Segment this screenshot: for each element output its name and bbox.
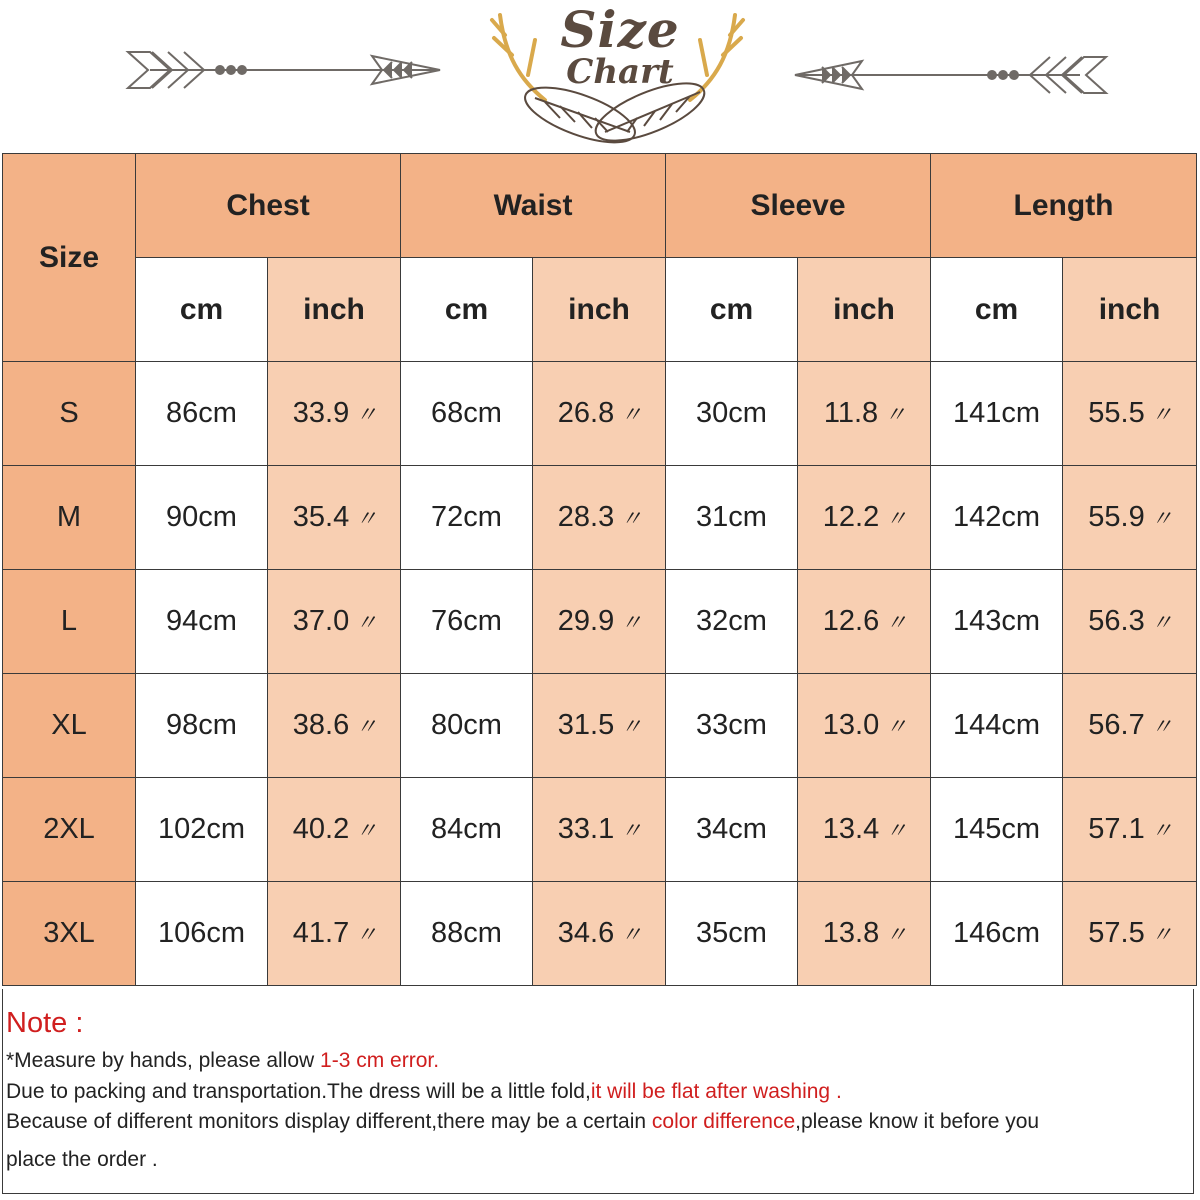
sleeve-inch-cell xyxy=(798,570,931,674)
length-inch-cell xyxy=(1063,570,1197,674)
length-cm-header: cm xyxy=(931,258,1063,362)
length-inch-cell xyxy=(1063,882,1197,986)
waist-inch-header: inch xyxy=(533,258,666,362)
length-inch-cell xyxy=(1063,778,1197,882)
inch-value: 33.9 xyxy=(292,397,350,429)
note-highlight: color difference xyxy=(651,1110,796,1133)
chest-cm-cell: 106cm xyxy=(136,882,268,986)
length-inch-cell xyxy=(1063,674,1197,778)
inch-unit: 〃 xyxy=(884,402,905,427)
chest-inch-cell xyxy=(268,882,401,986)
note-title: Note : xyxy=(6,1007,84,1039)
inch-unit: 〃 xyxy=(620,922,641,947)
inch-unit: 〃 xyxy=(885,922,906,947)
chest-cm-cell: 98cm xyxy=(136,674,268,778)
length-cm-cell: 142cm xyxy=(931,466,1063,570)
inch-unit: 〃 xyxy=(1150,506,1171,531)
size-header: Size xyxy=(3,154,136,362)
note-text: *Measure by hands, please allow xyxy=(6,1049,321,1072)
sleeve-cm-cell: 35cm xyxy=(666,882,798,986)
inch-value: 13.8 xyxy=(822,917,880,949)
length-inch-cell xyxy=(1063,362,1197,466)
chest-cm-cell: 86cm xyxy=(136,362,268,466)
length-header: Length xyxy=(931,154,1197,258)
inch-value: 56.3 xyxy=(1088,605,1145,637)
waist-header: Waist xyxy=(401,154,666,258)
waist-cm-cell: 84cm xyxy=(401,778,533,882)
waist-inch-cell xyxy=(533,466,666,570)
note-line-4: place the order . xyxy=(6,1148,158,1171)
inch-value: 35.4 xyxy=(292,501,350,533)
sleeve-cm-cell: 31cm xyxy=(666,466,798,570)
sleeve-inch-cell xyxy=(798,778,931,882)
group-header-row xyxy=(3,154,1197,258)
length-cm-cell: 145cm xyxy=(931,778,1063,882)
length-cm-cell: 146cm xyxy=(931,882,1063,986)
inch-unit: 〃 xyxy=(1150,818,1171,843)
inch-unit: 〃 xyxy=(885,610,906,635)
inch-value: 29.9 xyxy=(557,605,615,637)
chest-header: Chest xyxy=(136,154,401,258)
size-chart-header xyxy=(0,0,1200,150)
chest-cm-cell: 90cm xyxy=(136,466,268,570)
inch-unit: 〃 xyxy=(355,714,376,739)
chest-cm-cell: 102cm xyxy=(136,778,268,882)
waist-cm-cell: 88cm xyxy=(401,882,533,986)
chest-inch-header: inch xyxy=(268,258,401,362)
inch-value: 12.6 xyxy=(822,605,880,637)
inch-value: 56.7 xyxy=(1088,709,1145,741)
size-cell: M xyxy=(3,466,136,570)
table-row xyxy=(3,778,1197,882)
inch-value: 26.8 xyxy=(557,397,615,429)
inch-value: 11.8 xyxy=(823,397,879,429)
length-cm-cell: 141cm xyxy=(931,362,1063,466)
inch-unit: 〃 xyxy=(355,818,376,843)
inch-unit: 〃 xyxy=(1150,714,1171,739)
sleeve-inch-cell xyxy=(798,362,931,466)
waist-inch-cell xyxy=(533,674,666,778)
length-inch-cell xyxy=(1063,466,1197,570)
note-text: ,please know it before you xyxy=(795,1110,1040,1133)
size-cell: L xyxy=(3,570,136,674)
inch-value: 12.2 xyxy=(822,501,880,533)
inch-unit: 〃 xyxy=(885,714,906,739)
size-cell: XL xyxy=(3,674,136,778)
note-highlight: 1-3 cm error. xyxy=(320,1049,440,1072)
waist-cm-cell: 80cm xyxy=(401,674,533,778)
note-box xyxy=(2,989,1194,1194)
length-cm-cell: 144cm xyxy=(931,674,1063,778)
waist-inch-cell xyxy=(533,882,666,986)
inch-unit: 〃 xyxy=(355,922,376,947)
sleeve-header: Sleeve xyxy=(666,154,931,258)
chest-inch-cell xyxy=(268,466,401,570)
table-row xyxy=(3,570,1197,674)
inch-unit: 〃 xyxy=(355,506,376,531)
size-cell: S xyxy=(3,362,136,466)
chest-inch-cell xyxy=(268,674,401,778)
inch-unit: 〃 xyxy=(620,818,641,843)
sleeve-inch-cell xyxy=(798,466,931,570)
logo-chart-text: Chart xyxy=(566,52,674,92)
inch-value: 33.1 xyxy=(557,813,615,845)
length-cm-cell: 143cm xyxy=(931,570,1063,674)
note-line-1 xyxy=(6,1049,439,1073)
sleeve-inch-cell xyxy=(798,674,931,778)
inch-value: 55.5 xyxy=(1088,397,1145,429)
waist-inch-cell xyxy=(533,570,666,674)
sleeve-cm-cell: 30cm xyxy=(666,362,798,466)
size-table xyxy=(2,153,1197,986)
chest-cm-header: cm xyxy=(136,258,268,362)
inch-unit: 〃 xyxy=(1150,922,1171,947)
inch-value: 40.2 xyxy=(292,813,350,845)
inch-unit: 〃 xyxy=(885,506,906,531)
table-row xyxy=(3,882,1197,986)
inch-value: 41.7 xyxy=(292,917,350,949)
arrow-left-icon xyxy=(128,52,440,88)
inch-unit: 〃 xyxy=(1150,402,1171,427)
table-row xyxy=(3,674,1197,778)
table-row xyxy=(3,466,1197,570)
inch-unit: 〃 xyxy=(1150,610,1171,635)
inch-value: 57.1 xyxy=(1088,813,1145,845)
note-text: Due to packing and transportation.The dress will be a little fold, xyxy=(6,1080,591,1103)
inch-unit: 〃 xyxy=(620,610,641,635)
arrow-right-icon xyxy=(795,57,1106,93)
sleeve-cm-cell: 33cm xyxy=(666,674,798,778)
length-inch-header: inch xyxy=(1063,258,1197,362)
inch-unit: 〃 xyxy=(885,818,906,843)
note-line-2 xyxy=(6,1080,842,1104)
inch-value: 38.6 xyxy=(292,709,350,741)
sleeve-cm-cell: 32cm xyxy=(666,570,798,674)
logo-size-text: Size xyxy=(560,0,680,59)
note-highlight: it will be flat after washing . xyxy=(590,1080,842,1103)
inch-value: 13.4 xyxy=(822,813,880,845)
inch-unit: 〃 xyxy=(355,610,376,635)
size-cell: 2XL xyxy=(3,778,136,882)
sleeve-inch-header: inch xyxy=(798,258,931,362)
inch-value: 55.9 xyxy=(1088,501,1145,533)
inch-value: 37.0 xyxy=(292,605,350,637)
waist-cm-cell: 68cm xyxy=(401,362,533,466)
inch-unit: 〃 xyxy=(355,402,376,427)
note-text: Because of different monitors display different,there may be a certain xyxy=(6,1110,652,1133)
waist-cm-cell: 72cm xyxy=(401,466,533,570)
chest-inch-cell xyxy=(268,570,401,674)
waist-inch-cell xyxy=(533,778,666,882)
chest-inch-cell xyxy=(268,778,401,882)
unit-header-row xyxy=(3,258,1197,362)
waist-inch-cell xyxy=(533,362,666,466)
size-cell: 3XL xyxy=(3,882,136,986)
inch-unit: 〃 xyxy=(620,402,641,427)
note-line-3 xyxy=(6,1110,1039,1134)
inch-value: 31.5 xyxy=(557,709,615,741)
inch-unit: 〃 xyxy=(620,714,641,739)
chest-inch-cell xyxy=(268,362,401,466)
inch-unit: 〃 xyxy=(620,506,641,531)
table-row xyxy=(3,362,1197,466)
inch-value: 57.5 xyxy=(1088,917,1145,949)
inch-value: 28.3 xyxy=(557,501,615,533)
waist-cm-header: cm xyxy=(401,258,533,362)
sleeve-cm-cell: 34cm xyxy=(666,778,798,882)
waist-cm-cell: 76cm xyxy=(401,570,533,674)
sleeve-cm-header: cm xyxy=(666,258,798,362)
chest-cm-cell: 94cm xyxy=(136,570,268,674)
inch-value: 13.0 xyxy=(822,709,880,741)
inch-value: 34.6 xyxy=(557,917,615,949)
sleeve-inch-cell xyxy=(798,882,931,986)
